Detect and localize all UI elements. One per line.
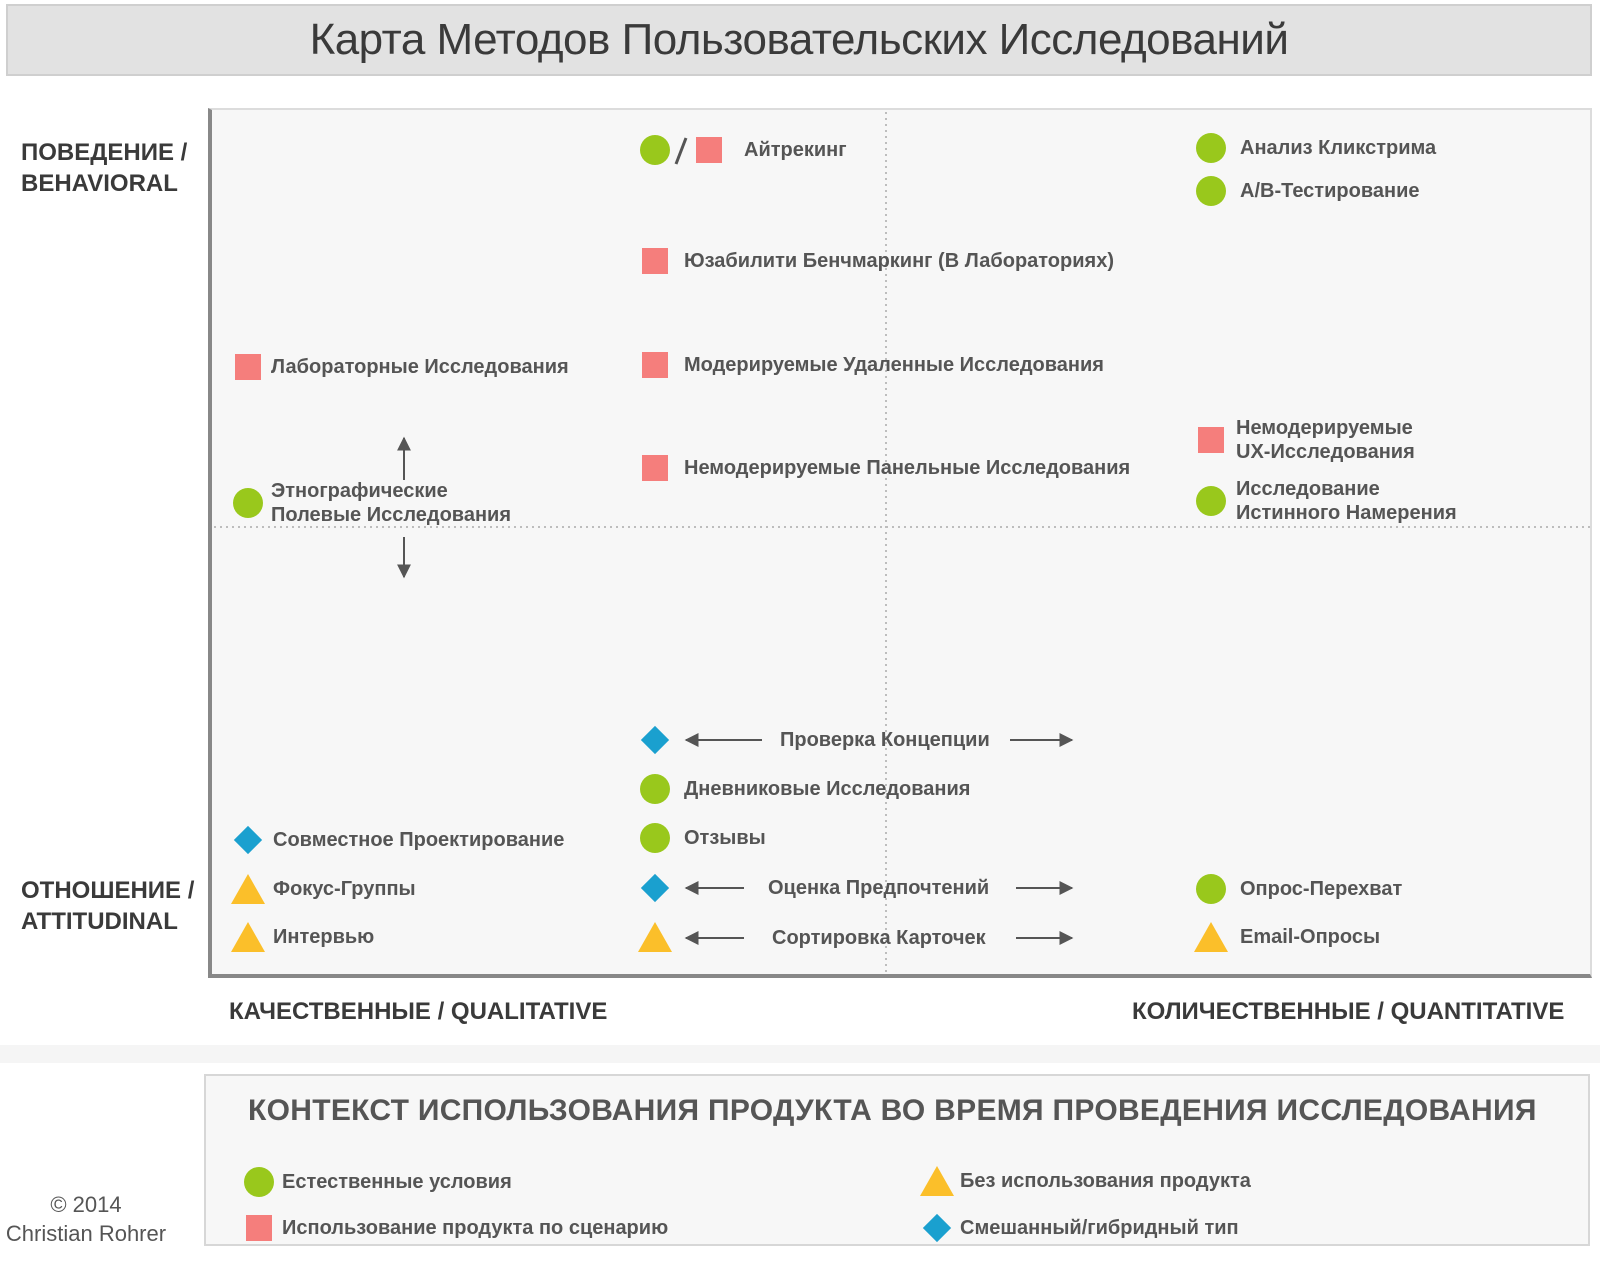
method-label: Совместное Проектирование	[273, 829, 565, 851]
method-true-intent	[1196, 477, 1457, 525]
legend-title: КОНТЕКСТ ИСПОЛЬЗОВАНИЯ ПРОДУКТА ВО ВРЕМЯ ПРОВЕДЕНИЯ ИССЛЕДОВАНИЯ	[248, 1094, 1537, 1127]
legend-label: Смешанный/гибридный тип	[960, 1217, 1239, 1239]
copyright-text: © 2014 Christian Rohrer	[5, 1192, 167, 1246]
method-label: Этнографические Полевые Исследования	[271, 480, 512, 526]
method-card-sorting-symbol	[640, 922, 670, 952]
x-axis-left-label: КАЧЕСТВЕННЫЕ / QUALITATIVE	[229, 998, 608, 1025]
x-axis-right-label: КОЛИЧЕСТВЕННЫЕ / QUANTITATIVE	[1132, 998, 1565, 1025]
method-eyetracking	[640, 135, 847, 165]
no-product-triangle-icon	[233, 922, 263, 952]
method-label: Анализ Кликстрима	[1240, 137, 1437, 159]
legend-label: Естественные условия	[282, 1171, 512, 1193]
method-email-surveys	[1196, 922, 1380, 952]
scripted-use-square-icon	[640, 350, 670, 380]
natural-use-circle-icon	[244, 1167, 274, 1197]
method-label: Email-Опросы	[1240, 926, 1381, 948]
method-clickstream	[1196, 133, 1436, 163]
natural-use-circle-icon	[640, 135, 670, 165]
method-label: A/B-Тестирование	[1240, 180, 1420, 202]
scripted-use-square-icon	[694, 135, 724, 165]
method-label: Интервью	[273, 926, 375, 948]
hybrid-diamond-icon	[233, 825, 263, 855]
scripted-use-square-icon	[244, 1213, 274, 1243]
hybrid-diamond-icon	[640, 725, 670, 755]
legend-label: Использование продукта по сценарию	[282, 1217, 669, 1239]
natural-use-circle-icon	[1196, 874, 1226, 904]
method-moderated-remote	[640, 350, 1104, 380]
method-lab-studies	[233, 352, 569, 382]
y-axis-bottom-label: ОТНОШЕНИЕ / ATTITUDINAL	[21, 877, 195, 935]
method-unmoderated-panel	[640, 453, 1130, 483]
no-product-triangle-icon	[640, 922, 670, 952]
natural-use-circle-icon	[640, 774, 670, 804]
method-label: Оценка Предпочтений	[768, 877, 990, 899]
page-title: Карта Методов Пользовательских Исследований	[309, 15, 1289, 64]
legend-item-natural	[244, 1167, 512, 1197]
method-label: Проверка Концепции	[780, 729, 990, 751]
method-label: Отзывы	[684, 827, 766, 849]
method-desirability-symbol	[640, 873, 670, 903]
legend-item-hybrid	[922, 1213, 1239, 1243]
natural-use-circle-icon	[233, 488, 263, 518]
legend-item-not-using	[922, 1166, 1251, 1196]
no-product-triangle-icon	[233, 874, 263, 904]
legend-box	[204, 1074, 1590, 1246]
hybrid-diamond-icon	[922, 1213, 952, 1243]
method-participatory-design	[233, 825, 564, 855]
method-focus-groups	[233, 874, 416, 904]
method-ab-testing	[1196, 176, 1419, 206]
natural-use-circle-icon	[640, 823, 670, 853]
natural-use-circle-icon	[1196, 133, 1226, 163]
scripted-use-square-icon	[640, 453, 670, 483]
method-label: Немодерируемые UX-Исследования	[1236, 417, 1415, 463]
legend-item-scripted	[244, 1213, 668, 1243]
scripted-use-square-icon	[233, 352, 263, 382]
method-unmoderated-ux	[1196, 416, 1415, 464]
scripted-use-square-icon	[1196, 425, 1226, 455]
y-axis-top-label: ПОВЕДЕНИЕ / BEHAVIORAL	[21, 139, 188, 197]
method-concept-testing	[780, 728, 990, 752]
method-label: Фокус-Группы	[273, 878, 416, 900]
method-label: Опрос-Перехват	[1240, 878, 1403, 900]
method-label: Лабораторные Исследования	[271, 356, 569, 378]
method-feedback	[640, 823, 766, 853]
section-divider	[0, 1045, 1600, 1063]
method-label: Немодерируемые Панельные Исследования	[684, 457, 1131, 479]
method-interviews	[233, 922, 374, 952]
hybrid-diamond-icon	[640, 873, 670, 903]
method-label: Модерируемые Удаленные Исследования	[684, 354, 1104, 376]
scripted-use-square-icon	[640, 246, 670, 276]
method-label: Дневниковые Исследования	[684, 778, 971, 800]
method-diary-studies	[640, 774, 970, 804]
no-product-triangle-icon	[922, 1166, 952, 1196]
method-desirability	[768, 876, 989, 900]
method-concept-testing-symbol	[640, 725, 670, 755]
no-product-triangle-icon	[1196, 922, 1226, 952]
legend-label: Без использования продукта	[960, 1170, 1251, 1192]
natural-use-circle-icon	[1196, 486, 1226, 516]
method-label: Юзабилити Бенчмаркинг (В Лабораториях)	[684, 250, 1114, 272]
method-ethnographic	[233, 479, 511, 527]
method-card-sorting	[772, 926, 986, 950]
method-label: Сортировка Карточек	[772, 927, 986, 949]
method-intercept-surveys	[1196, 874, 1402, 904]
natural-use-circle-icon	[1196, 176, 1226, 206]
method-usability-benchmark	[640, 246, 1114, 276]
method-label: Исследование Истинного Намерения	[1236, 478, 1457, 524]
method-label: Айтрекинг	[744, 139, 847, 161]
